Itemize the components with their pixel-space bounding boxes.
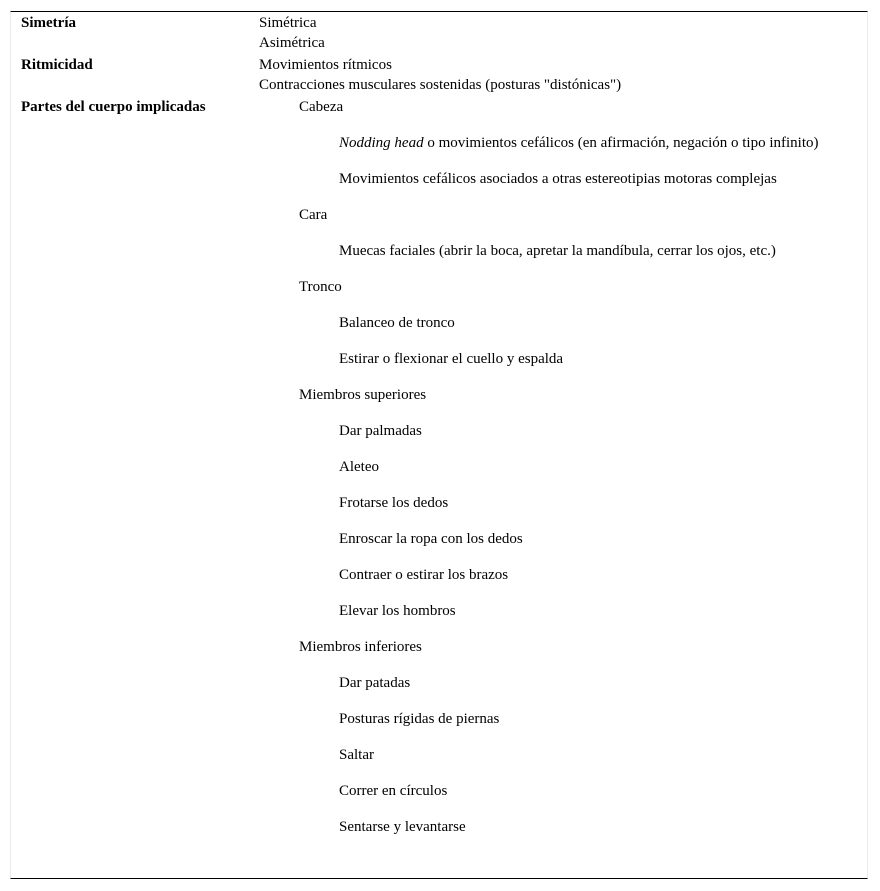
value-simetrica: Simétrica xyxy=(259,15,317,31)
nodding-head-rest: o movimientos cefálicos (en afirmación, negación o tipo infinito) xyxy=(423,135,819,151)
value-asimetrica: Asimétrica xyxy=(259,35,325,51)
row-label-ritmicidad: Ritmicidad xyxy=(21,57,93,73)
group-cara: Cara xyxy=(299,207,328,223)
item-enroscar-ropa: Enroscar la ropa con los dedos xyxy=(339,531,523,547)
item-movimientos-cefalicos: Movimientos cefálicos asociados a otras estereotipias motoras complejas xyxy=(339,171,777,187)
item-posturas-rigidas: Posturas rígidas de piernas xyxy=(339,711,500,727)
item-estirar-cuello: Estirar o flexionar el cuello y espalda xyxy=(339,351,564,367)
group-tronco: Tronco xyxy=(299,279,342,295)
item-balanceo-tronco: Balanceo de tronco xyxy=(339,315,455,331)
item-sentarse-levantarse: Sentarse y levantarse xyxy=(339,819,466,835)
value-contracciones: Contracciones musculares sostenidas (posturas "distónicas") xyxy=(259,77,622,93)
value-ritmicos: Movimientos rítmicos xyxy=(259,57,392,73)
row-label-simetria: Simetría xyxy=(21,15,76,31)
item-contraer-brazos: Contraer o estirar los brazos xyxy=(339,567,509,583)
group-miembros-superiores: Miembros superiores xyxy=(299,387,427,403)
row-label-partes: Partes del cuerpo implicadas xyxy=(21,99,206,115)
group-miembros-inferiores: Miembros inferiores xyxy=(299,639,422,655)
item-correr-circulos: Correr en círculos xyxy=(339,783,448,799)
item-elevar-hombros: Elevar los hombros xyxy=(339,603,456,619)
item-nodding-head xyxy=(339,133,818,153)
item-saltar: Saltar xyxy=(339,747,374,763)
nodding-head-italic: Nodding head xyxy=(339,135,424,151)
item-aleteo: Aleteo xyxy=(339,459,379,475)
item-frotarse-dedos: Frotarse los dedos xyxy=(339,495,449,511)
item-muecas-faciales: Muecas faciales (abrir la boca, apretar la mandíbula, cerrar los ojos, etc.) xyxy=(339,243,776,259)
group-cabeza: Cabeza xyxy=(299,99,344,115)
item-dar-palmadas: Dar palmadas xyxy=(339,423,422,439)
item-dar-patadas: Dar patadas xyxy=(339,675,411,691)
